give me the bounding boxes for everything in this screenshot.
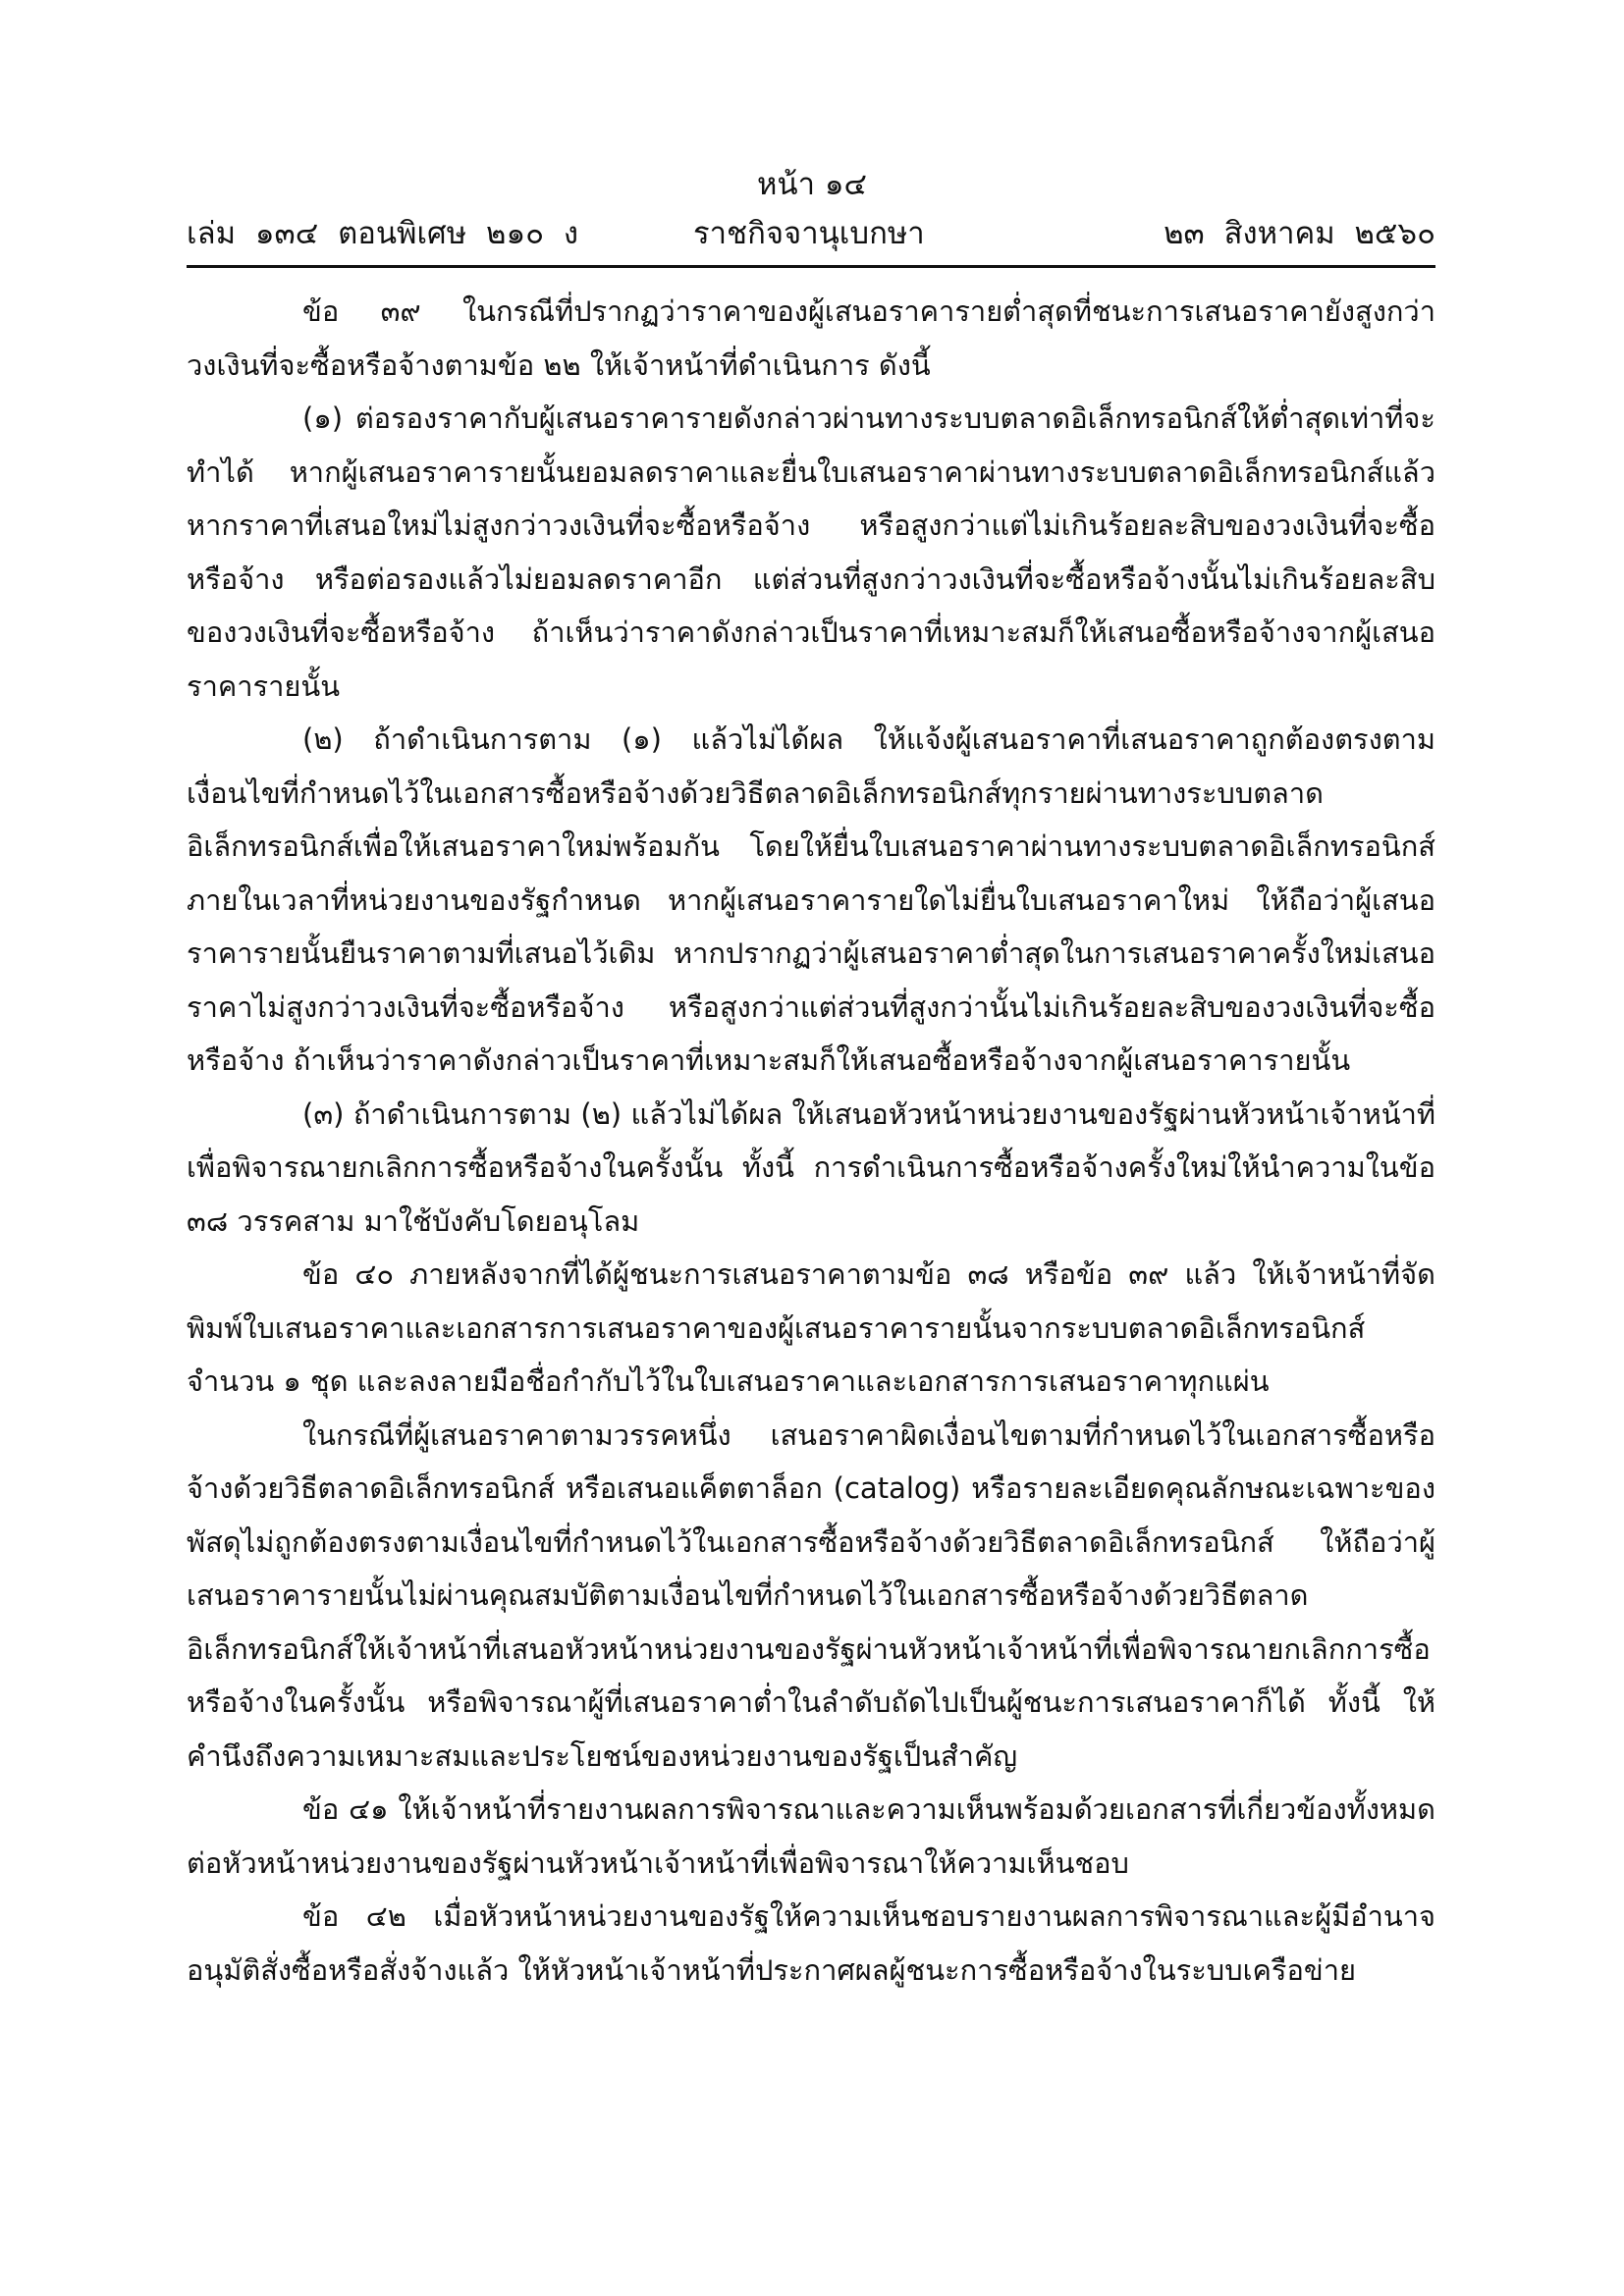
document-body bbox=[187, 285, 1435, 1997]
clause-39-item-2: (๒) ถ้าดำเนินการตาม (๑) แล้วไม่ได้ผล ให้แจ้งผู้เสนอราคาที่เสนอราคาถูกต้องตรงตามเงื่อนไขที่กำหนดไว้ในเอกสารซื้อหรือจ้างด้วยวิธีตลาดอิเล็กทรอนิกส์ทุกรายผ่านทางระบบตลาดอิเล็กทรอนิกส์เพื่อให้เสนอราคาใหม่พร้อมกัน โดยให้ยื่นใบเสนอราคาผ่านทางระบบตลาดอิเล็กทรอนิกส์ภายในเวลาที่หน่วยงานของรัฐกำหนด หากผู้เสนอราคารายใดไม่ยื่นใบเสนอราคาใหม่ ให้ถือว่าผู้เสนอราคารายนั้นยืนราคาตามที่เสนอไว้เดิม หากปรากฏว่าผู้เสนอราคาต่ำสุดในการเสนอราคาครั้งใหม่เสนอราคาไม่สูงกว่าวงเงินที่จะซื้อหรือจ้าง หรือสูงกว่าแต่ส่วนที่สูงกว่านั้นไม่เกินร้อยละสิบของวงเงินที่จะซื้อหรือจ้าง ถ้าเห็นว่าราคาดังกล่าวเป็นราคาที่เหมาะสมก็ให้เสนอซื้อหรือจ้างจากผู้เสนอราคารายนั้น bbox=[187, 722, 1435, 1077]
page-number: หน้า ๑๔ bbox=[756, 167, 868, 202]
clause-42: ข้อ ๔๒ เมื่อหัวหน้าหน่วยงานของรัฐให้ความเห็นชอบรายงานผลการพิจารณาและผู้มีอำนาจอนุมัติสั่งซื้อหรือสั่งจ้างแล้ว ให้หัวหน้าเจ้าหน้าที่ประกาศผลผู้ชนะการซื้อหรือจ้างในระบบเครือข่าย bbox=[187, 1899, 1435, 1987]
clause-39-item-3: (๓) ถ้าดำเนินการตาม (๒) แล้วไม่ได้ผล ให้เสนอหัวหน้าหน่วยงานของรัฐผ่านหัวหน้าเจ้าหน้าที่เพื่อพิจารณายกเลิกการซื้อหรือจ้างในครั้งนั้น ทั้งนี้ การดำเนินการซื้อหรือจ้างครั้งใหม่ให้นำความในข้อ ๓๘ วรรคสาม มาใช้บังคับโดยอนุโลม bbox=[187, 1096, 1435, 1238]
clause-40: ข้อ ๔๐ ภายหลังจากที่ได้ผู้ชนะการเสนอราคาตามข้อ ๓๘ หรือข้อ ๓๙ แล้ว ให้เจ้าหน้าที่จัดพิมพ์ใบเสนอราคาและเอกสารการเสนอราคาของผู้เสนอราคารายนั้นจากระบบตลาดอิเล็กทรอนิกส์จำนวน ๑ ชุด และลงลายมือชื่อกำกับไว้ในใบเสนอราคาและเอกสารการเสนอราคาทุกแผ่น bbox=[187, 1257, 1435, 1398]
gazette-header bbox=[187, 212, 1435, 255]
volume-issue: เล่ม ๑๓๔ ตอนพิเศษ ๒๑๐ ง bbox=[187, 216, 579, 251]
clause-40-paragraph-2: ในกรณีที่ผู้เสนอราคาตามวรรคหนึ่ง เสนอราคาผิดเงื่อนไขตามที่กำหนดไว้ในเอกสารซื้อหรือจ้างด้วยวิธีตลาดอิเล็กทรอนิกส์ หรือเสนอแค็ตตาล็อก (catalog) หรือรายละเอียดคุณลักษณะเฉพาะของพัสดุไม่ถูกต้องตรงตามเงื่อนไขที่กำหนดไว้ในเอกสารซื้อหรือจ้างด้วยวิธีตลาดอิเล็กทรอนิกส์ ให้ถือว่าผู้เสนอราคารายนั้นไม่ผ่านคุณสมบัติตามเงื่อนไขที่กำหนดไว้ในเอกสารซื้อหรือจ้างด้วยวิธีตลาดอิเล็กทรอนิกส์ให้เจ้าหน้าที่เสนอหัวหน้าหน่วยงานของรัฐผ่านหัวหน้าเจ้าหน้าที่เพื่อพิจารณายกเลิกการซื้อหรือจ้างในครั้งนั้น หรือพิจารณาผู้ที่เสนอราคาต่ำในลำดับถัดไปเป็นผู้ชนะการเสนอราคาก็ได้ ทั้งนี้ ให้คำนึงถึงความเหมาะสมและประโยชน์ของหน่วยงานของรัฐเป็นสำคัญ bbox=[187, 1417, 1435, 1773]
publication-date: ๒๓ สิงหาคม ๒๕๖๐ bbox=[1164, 216, 1435, 251]
clause-39-item-1: (๑) ต่อรองราคากับผู้เสนอราคารายดังกล่าวผ่านทางระบบตลาดอิเล็กทรอนิกส์ให้ต่ำสุดเท่าที่จะทำได้ หากผู้เสนอราคารายนั้นยอมลดราคาและยื่นใบเสนอราคาผ่านทางระบบตลาดอิเล็กทรอนิกส์แล้ว หากราคาที่เสนอใหม่ไม่สูงกว่าวงเงินที่จะซื้อหรือจ้าง หรือสูงกว่าแต่ไม่เกินร้อยละสิบของวงเงินที่จะซื้อหรือจ้าง หรือต่อรองแล้วไม่ยอมลดราคาอีก แต่ส่วนที่สูงกว่าวงเงินที่จะซื้อหรือจ้างนั้นไม่เกินร้อยละสิบของวงเงินที่จะซื้อหรือจ้าง ถ้าเห็นว่าราคาดังกล่าวเป็นราคาที่เหมาะสมก็ให้เสนอซื้อหรือจ้างจากผู้เสนอราคารายนั้น bbox=[187, 401, 1435, 703]
publication-title: ราชกิจจานุเบกษา bbox=[693, 216, 925, 251]
clause-41: ข้อ ๔๑ ให้เจ้าหน้าที่รายงานผลการพิจารณาและความเห็นพร้อมด้วยเอกสารที่เกี่ยวข้องทั้งหมดต่อหัวหน้าหน่วยงานของรัฐผ่านหัวหน้าเจ้าหน้าที่เพื่อพิจารณาให้ความเห็นชอบ bbox=[187, 1792, 1435, 1880]
header-divider bbox=[187, 265, 1435, 268]
clause-39: ข้อ ๓๙ ในกรณีที่ปรากฏว่าราคาของผู้เสนอราคารายต่ำสุดที่ชนะการเสนอราคายังสูงกว่าวงเงินที่จะซื้อหรือจ้างตามข้อ ๒๒ ให้เจ้าหน้าที่ดำเนินการ ดังนี้ bbox=[187, 294, 1435, 382]
